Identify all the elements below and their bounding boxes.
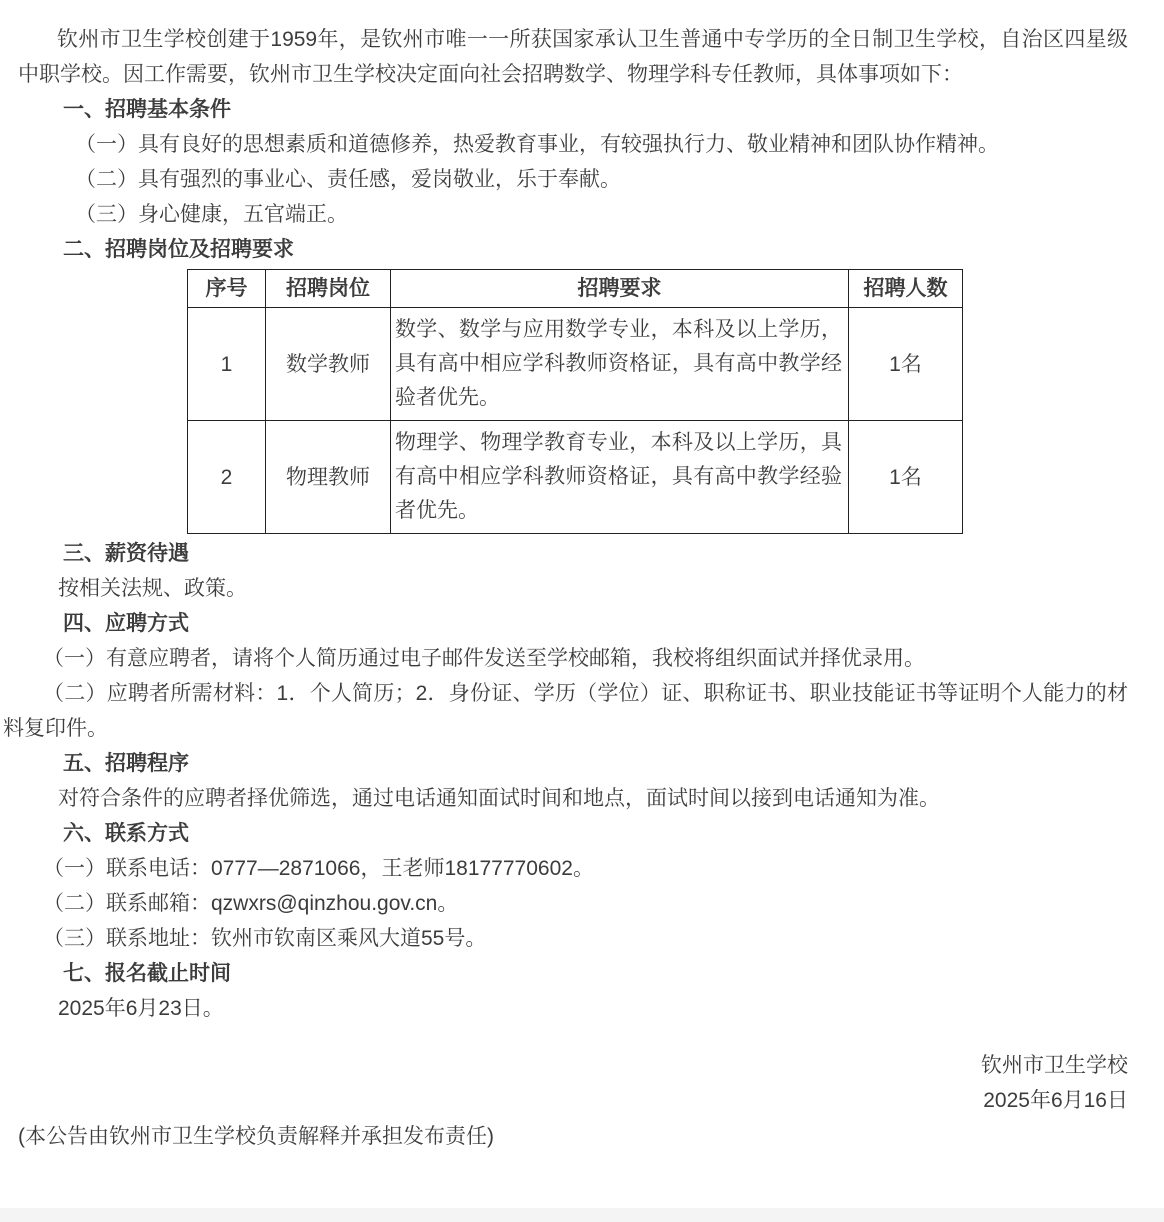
col-header-no: 序号: [188, 270, 266, 308]
bottom-bar: [0, 1208, 1164, 1222]
intro-paragraph: 钦州市卫生学校创建于1959年，是钦州市唯一一所获国家承认卫生普通中专学历的全日制卫生学校，自治区四星级中职学校。因工作需要，钦州市卫生学校决定面向社会招聘数学、物理学科专任教师，具体事项如下：: [18, 28, 1128, 86]
section6-item-address: （三）联系地址：钦州市钦南区乘风大道55号。: [43, 927, 487, 950]
section5-body: 对符合条件的应聘者择优筛选，通过电话通知面试时间和地点，面试时间以接到电话通知为准。: [58, 787, 940, 810]
section7-body: 2025年6月23日。: [58, 997, 224, 1020]
cell-no: 2: [188, 421, 266, 534]
cell-no: 1: [188, 308, 266, 421]
table-header-row: [188, 270, 963, 308]
section7-heading: 七、报名截止时间: [63, 962, 231, 985]
section3-heading: 三、薪资待遇: [63, 542, 189, 565]
table-row: [188, 421, 963, 534]
signature-block: [18, 1048, 1128, 1118]
section1-item-1: （一）具有良好的思想素质和道德修养，热爱教育事业，有较强执行力、敬业精神和团队协作精神。: [75, 133, 999, 156]
section6-item-email: （二）联系邮箱：qzwxrs@qinzhou.gov.cn。: [43, 892, 459, 915]
signature-date: 2025年6月16日: [983, 1089, 1128, 1112]
table-row: [188, 308, 963, 421]
recruitment-table: [187, 269, 963, 534]
col-header-post: 招聘岗位: [266, 270, 391, 308]
cell-post: 物理教师: [266, 421, 391, 534]
col-header-requirements: 招聘要求: [391, 270, 849, 308]
cell-count: 1名: [849, 421, 963, 534]
footer-note: (本公告由钦州市卫生学校负责解释并承担发布责任): [18, 1125, 494, 1148]
section1-item-2: （二）具有强烈的事业心、责任感，爱岗敬业，乐于奉献。: [75, 168, 621, 191]
cell-count: 1名: [849, 308, 963, 421]
section1-heading: 一、招聘基本条件: [63, 98, 231, 121]
section6-item-phone: （一）联系电话：0777—2871066，王老师18177770602。: [43, 857, 594, 880]
cell-requirements: 物理学、物理学教育专业，本科及以上学历，具有高中相应学科教师资格证，具有高中教学经验者优先。: [391, 421, 849, 534]
cell-post: 数学教师: [266, 308, 391, 421]
cell-requirements: 数学、数学与应用数学专业，本科及以上学历，具有高中相应学科教师资格证，具有高中教学经验者优先。: [391, 308, 849, 421]
section2-heading: 二、招聘岗位及招聘要求: [63, 238, 294, 261]
section1-item-3: （三）身心健康，五官端正。: [75, 203, 348, 226]
section6-heading: 六、联系方式: [63, 822, 189, 845]
signature-name: 钦州市卫生学校: [981, 1054, 1128, 1077]
col-header-count: 招聘人数: [849, 270, 963, 308]
section4-item-1: （一）有意应聘者，请将个人简历通过电子邮件发送至学校邮箱，我校将组织面试并择优录用。: [43, 647, 925, 670]
section4-heading: 四、应聘方式: [63, 612, 189, 635]
section5-heading: 五、招聘程序: [63, 752, 189, 775]
section4-item-2: （二）应聘者所需材料：1．个人简历；2．身份证、学历（学位）证、职称证书、职业技能证书等证明个人能力的材料复印件。: [3, 682, 1128, 740]
section3-body: 按相关法规、政策。: [58, 577, 247, 600]
